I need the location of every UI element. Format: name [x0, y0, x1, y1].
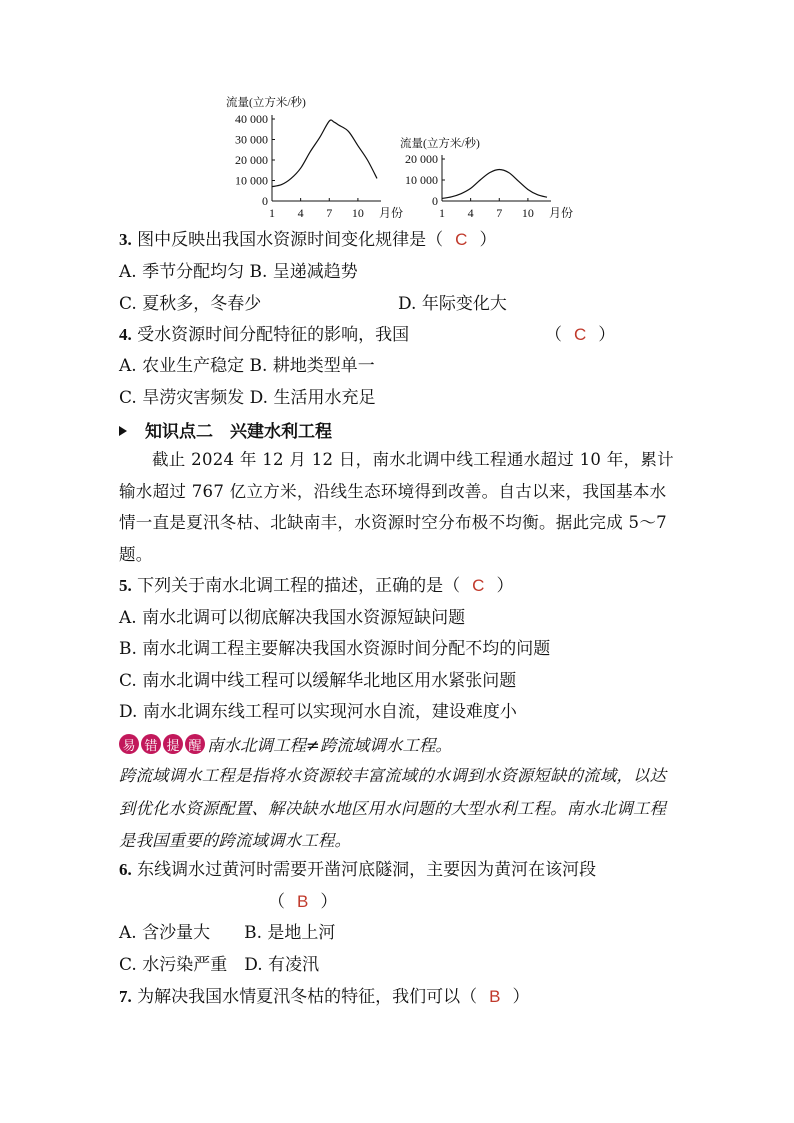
bracket-open: （: [268, 892, 285, 912]
q3-option-d: D. 年际变化大: [398, 294, 507, 314]
x-tick-label: 4: [467, 206, 474, 220]
y-axis-title: 流量(立方米/秒): [400, 138, 480, 150]
section-title: 知识点二 兴建水利工程: [145, 422, 332, 442]
question-6: [119, 858, 596, 882]
x-tick-label: 7: [496, 206, 503, 220]
question-3: [119, 228, 496, 252]
bracket-close: ）: [479, 230, 497, 250]
warning-badge: 易: [119, 734, 139, 754]
answer: C: [574, 325, 587, 344]
q3-option-c: C. 夏秋多，冬春少: [119, 294, 262, 314]
q5-option-b: B. 南水北调工程主要解决我国水资源时间分配不均的问题: [119, 639, 551, 659]
flow-curve: [272, 120, 377, 187]
question-number: 5.: [119, 576, 132, 595]
bracket-close: ）: [598, 325, 616, 345]
bracket-close: ）: [496, 576, 514, 596]
answer: B: [489, 987, 501, 1006]
x-tick-label: 4: [297, 206, 304, 220]
answer: B: [297, 892, 309, 911]
q4-option-ab: A. 农业生产稳定 B. 耕地类型单一: [119, 356, 375, 376]
question-number: 3.: [119, 230, 132, 249]
flow-chart-2: [396, 132, 576, 222]
y-tick-label: 20 000: [405, 152, 438, 166]
bracket-close: ）: [320, 892, 338, 912]
q5-option-a: A. 南水北调可以彻底解决我国水资源短缺问题: [119, 608, 466, 628]
q4-option-cd: C. 旱涝灾害频发 D. 生活用水充足: [119, 388, 376, 408]
question-text: 为解决我国水情夏汛冬枯的特征，我们可以（: [131, 987, 478, 1007]
y-tick-label: 0: [262, 194, 268, 208]
x-tick-label: 10: [351, 206, 364, 220]
y-tick-label: 10 000: [235, 173, 268, 188]
question-7: [119, 985, 530, 1009]
y-tick-label: 20 000: [235, 153, 268, 167]
question-6-bracket: [268, 890, 337, 914]
reading-passage: 截止 2024 年 12 月 12 日，南水北调中线工程通水超过 10 年，累计输水超过 767 亿立方米，沿线生态环境得到改善。自古以来，我国基本水情一直是夏汛冬枯、北缺南丰，水资源时空分布极不均衡。据此完成 5～7 题。: [119, 450, 674, 564]
q5-option-d: D. 南水北调东线工程可以实现河水自流，建设难度小: [119, 702, 517, 722]
question-4-bracket: [545, 323, 615, 347]
q5-option-c: C. 南水北调中线工程可以缓解华北地区用水紧张问题: [119, 671, 517, 691]
warning-note: 跨流域调水工程是指将水资源较丰富流域的水调到水资源短缺的流域，以达到优化水资源配置、解决缺水地区用水问题的大型水利工程。南水北调工程是我国重要的跨流域调水工程。: [119, 766, 667, 850]
question-number: 7.: [119, 987, 132, 1006]
error-warning: [119, 733, 452, 755]
flow-chart-1: [222, 92, 402, 220]
y-tick-label: 0: [432, 194, 438, 208]
x-tick-label: 10: [521, 206, 534, 220]
question-text: 下列关于南水北调工程的描述，正确的是（: [131, 576, 461, 596]
question-number: 6.: [119, 860, 132, 879]
question-5: [119, 574, 513, 598]
y-tick-label: 40 000: [235, 112, 268, 126]
x-axis-title: 月份: [378, 206, 404, 220]
x-axis-title: 月份: [548, 206, 574, 220]
answer: C: [455, 230, 468, 249]
question-text: 东线调水过黄河时需要开凿河底隧洞，主要因为黄河在该河段: [131, 860, 597, 880]
warning-badge: 醒: [185, 734, 205, 754]
section-heading: [119, 417, 332, 442]
warning-badge: 提: [163, 734, 183, 754]
warning-text: 南水北调工程≠跨流域调水工程。: [207, 736, 452, 755]
question-number: 4.: [119, 325, 132, 344]
q6-option-cd: C. 水污染严重 D. 有凌汛: [119, 955, 320, 975]
bracket-open: （: [545, 325, 562, 345]
q6-option-ab: A. 含沙量大 B. 是地上河: [119, 923, 336, 943]
q3-option-ab: A. 季节分配均匀 B. 呈递减趋势: [119, 262, 358, 282]
question-text: 受水资源时间分配特征的影响，我国: [131, 325, 410, 345]
question-text: 图中反映出我国水资源时间变化规律是（: [131, 230, 444, 250]
flow-chart-1-svg: [222, 92, 402, 220]
x-tick-label: 1: [439, 206, 445, 220]
y-tick-label: 10 000: [405, 173, 438, 187]
bracket-close: ）: [512, 987, 530, 1007]
warning-badge: 错: [141, 734, 161, 754]
flow-chart-2-svg: [396, 132, 576, 222]
y-axis-title: 流量(立方米/秒): [226, 97, 306, 109]
y-tick-label: 30 000: [235, 132, 268, 147]
x-tick-label: 7: [326, 206, 333, 220]
triangle-bullet-icon: [119, 426, 127, 436]
x-tick-label: 1: [269, 206, 275, 220]
flow-curve: [442, 170, 547, 199]
question-4: [119, 323, 409, 347]
answer: C: [472, 576, 485, 595]
